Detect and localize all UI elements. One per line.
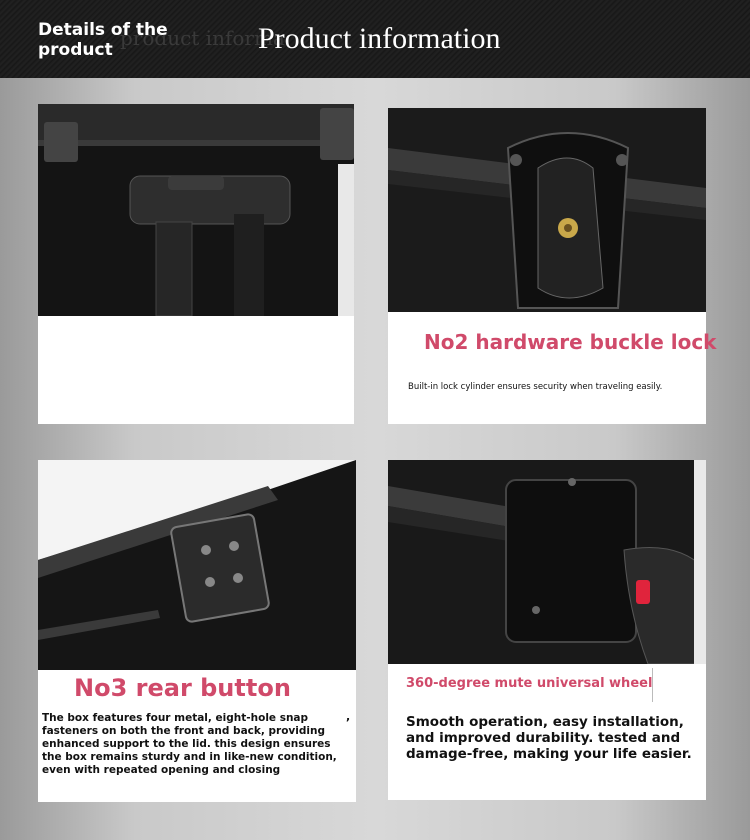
rear-button-stray-mark: , xyxy=(346,710,351,723)
rear-button-text: The box features four metal, eight-hole snap fasteners on both the front and back, providing enhanced support to the lid. this design ensures the box remains sturdy and in like-new condition, even with repeated opening and closing xyxy=(42,712,337,776)
page-title: Product information xyxy=(258,22,501,55)
buckle-lock-photo xyxy=(388,108,706,312)
panel-universal-wheel xyxy=(388,460,706,800)
header-label-line-1: Details of the xyxy=(38,20,168,40)
wheel-photo xyxy=(388,460,706,664)
trolley-handle-photo xyxy=(38,104,354,316)
header-banner xyxy=(0,0,750,78)
universal-wheel-title: 360-degree mute universal wheel xyxy=(406,676,653,691)
hinge-photo xyxy=(38,460,356,670)
header-label-line-2: product xyxy=(38,40,113,60)
buckle-lock-text: Built-in lock cylinder ensures security when traveling easily. xyxy=(408,382,663,392)
panel-trolley-handle xyxy=(38,104,354,424)
universal-wheel-text: Smooth operation, easy installation, and improved durability. tested and damage-free, making your life easier. xyxy=(406,714,692,762)
buckle-lock-title: No2 hardware buckle lock xyxy=(424,330,717,354)
header-ghost-text: product informa xyxy=(120,26,285,50)
panel-rear-button xyxy=(38,460,356,802)
divider-line xyxy=(652,668,653,702)
rear-button-title: No3 rear button xyxy=(74,674,291,702)
panel-buckle-lock xyxy=(388,108,717,424)
header-section-label xyxy=(38,20,168,60)
